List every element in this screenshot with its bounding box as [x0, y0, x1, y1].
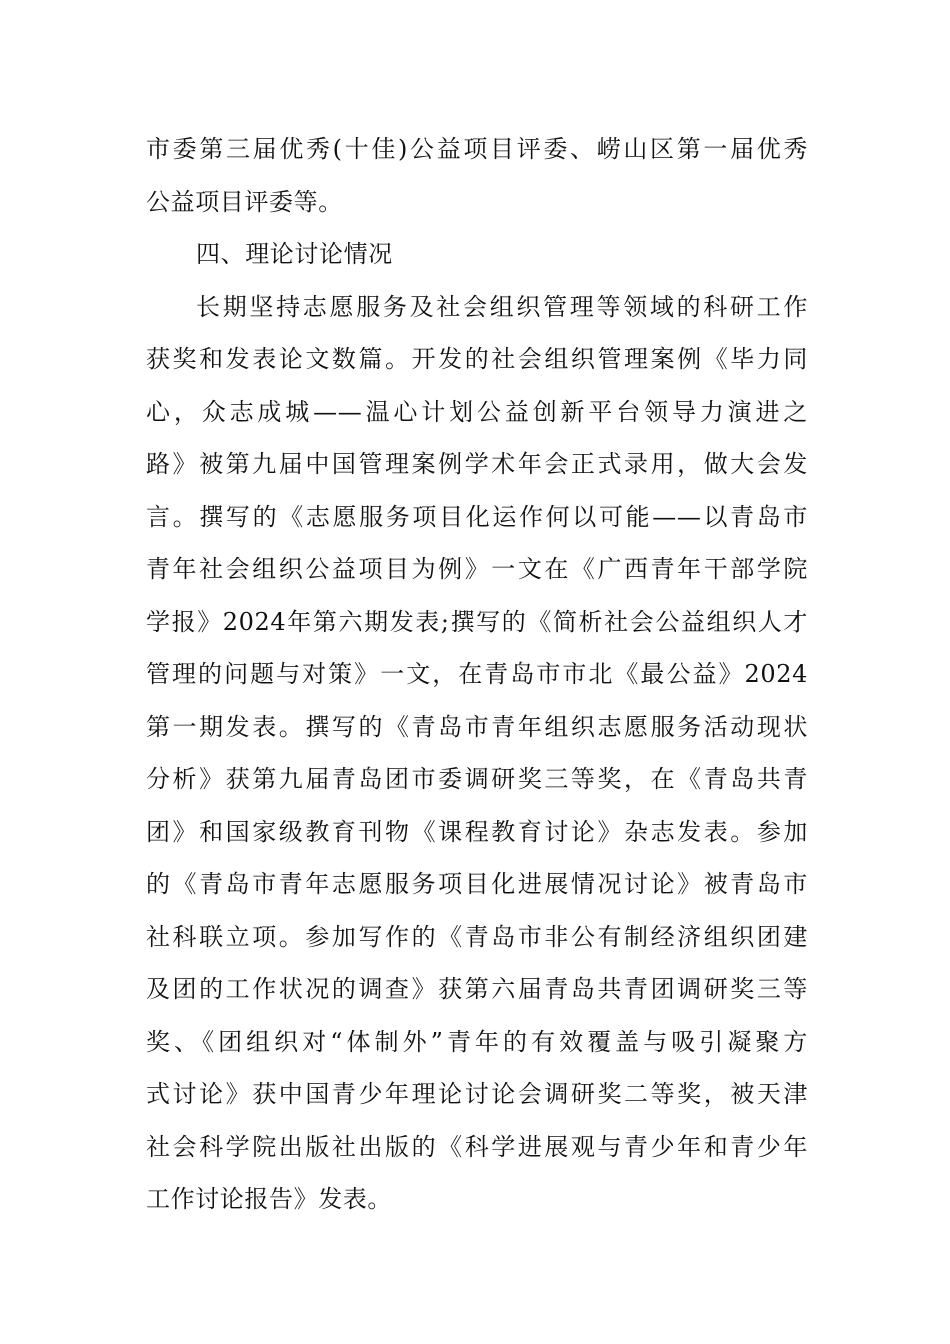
text-line: 社会科学院出版社出版的《科学进展观与青少年和青少年 [146, 1132, 808, 1161]
text-line: 的《青岛市青年志愿服务项目化进展情况讨论》被青岛市 [146, 870, 808, 898]
text-line: 团》和国家级教育刊物《课程教育讨论》杂志发表。参加 [146, 817, 808, 846]
text-line: 奖、《团组织对“体制外”青年的有效覆盖与吸引凝聚方 [146, 1027, 808, 1056]
text-line: 式讨论》获中国青少年理论讨论会调研奖二等奖，被天津 [146, 1080, 808, 1108]
text-line: 言。撰写的《志愿服务项目化运作何以可能——以青岛市 [146, 502, 808, 531]
text-line: 路》被第九届中国管理案例学术年会正式录用，做大会发 [146, 450, 808, 478]
text-line: 市委第三届优秀(十佳)公益项目评委、崂山区第一届优秀 [146, 135, 808, 163]
text-line: 社科联立项。参加写作的《青岛市非公有制经济组织团建 [146, 922, 808, 951]
text-line: 长期坚持志愿服务及社会组织管理等领域的科研工作 [196, 292, 808, 321]
text-line: 及团的工作状况的调查》获第六届青岛共青团调研奖三等 [146, 975, 808, 1003]
text-line: 获奖和发表论文数篇。开发的社会组织管理案例《毕力同 [146, 345, 808, 373]
text-line: 管理的问题与对策》一文，在青岛市市北《最公益》2024 [146, 660, 808, 688]
document-body [146, 123, 808, 1226]
text-line: 工作讨论报告》发表。 [146, 1185, 392, 1213]
section-heading: 四、理论讨论情况 [196, 240, 393, 268]
text-line: 心，众志成城——温心计划公益创新平台领导力演进之 [146, 397, 808, 426]
text-line: 学报》2024年第六期发表;撰写的《简析社会公益组织人才 [146, 607, 808, 636]
text-line: 公益项目评委等。 [146, 187, 343, 216]
text-line: 分析》获第九届青岛团市委调研奖三等奖，在《青岛共青 [146, 765, 808, 793]
text-line: 第一期发表。撰写的《青岛市青年组织志愿服务活动现状 [146, 712, 808, 741]
text-line: 青年社会组织公益项目为例》一文在《广西青年干部学院 [146, 555, 808, 583]
